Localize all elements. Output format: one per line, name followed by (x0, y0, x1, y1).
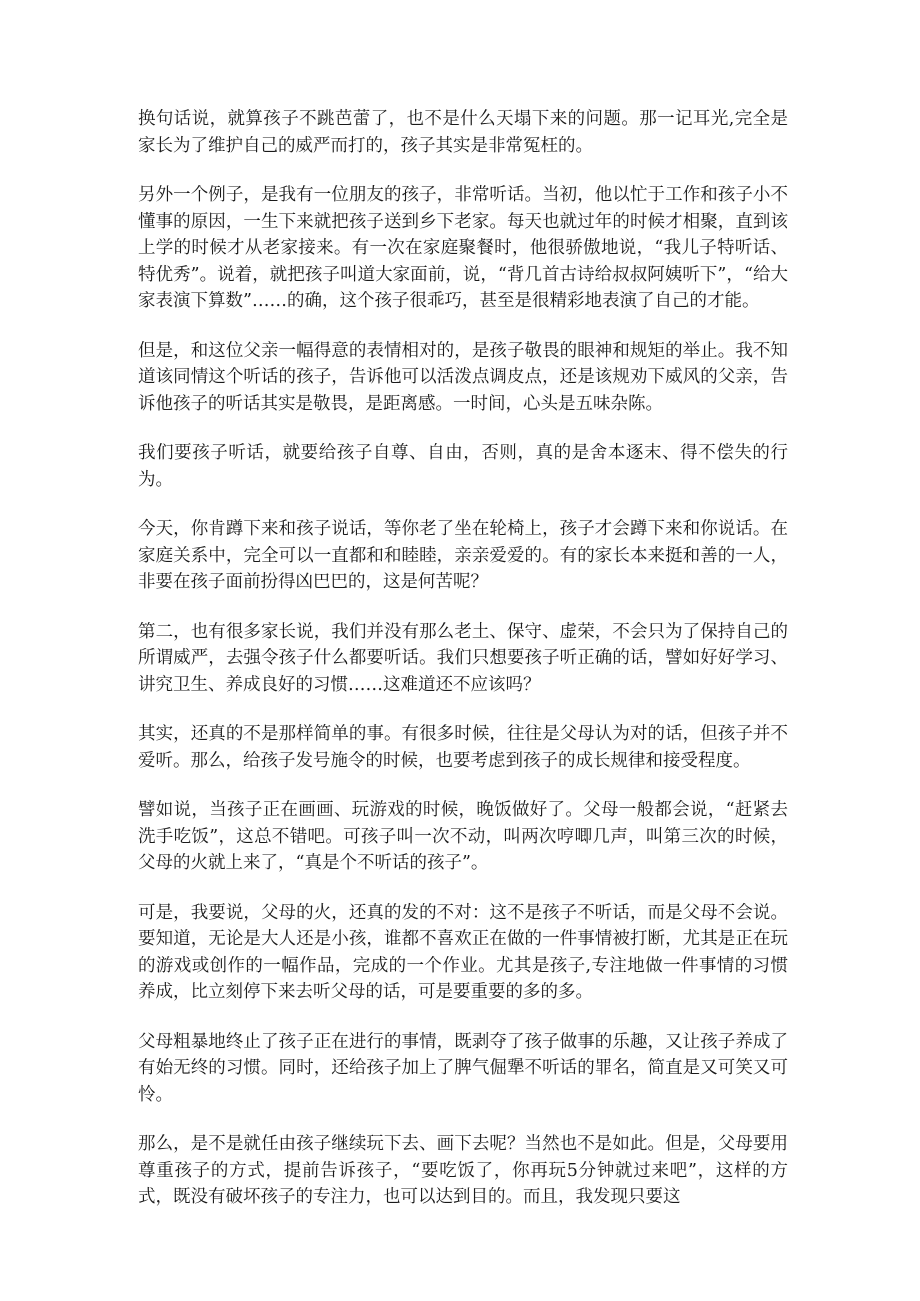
paragraph-2: 另外一个例子，是我有一位朋友的孩子，非常听话。当初，他以忙于工作和孩子小不懂事的原因，一生下来就把孩子送到乡下老家。每天也就过年的时候才相聚，直到该上学的时候才从老家接来。有一次在家庭聚餐时，他很骄傲地说，“我儿子特听话、特优秀”。说着，就把孩子叫道大家面前，说，“背几首古诗给叔叔阿姨听下”，“给大家表演下算数”……的确，这个孩子很乖巧，甚至是很精彩地表演了自己的才能。 (138, 185, 788, 311)
paragraph-6: 第二，也有很多家长说，我们并没有那么老土、保守、虚荣，不会只为了保持自己的所谓威严，去强令孩子什么都要听话。我们只想要孩子听正确的话，譬如好好学习、讲究卫生、养成良好的习惯……这难道还不应该吗？ (138, 621, 788, 695)
paragraph-9: 可是，我要说，父母的火，还真的发的不对：这不是孩子不听话，而是父母不会说。要知道，无论是大人还是小孩，谁都不喜欢正在做的一件事情被打断，尤其是正在玩的游戏或创作的一幅作品，完成的一个作业。尤其是孩子,专注地做一件事情的习惯养成，比立刻停下来去听父母的话，可是要重要的多的多。 (138, 902, 788, 1002)
paragraph-7: 其实，还真的不是那样简单的事。有很多时候，往往是父母认为对的话，但孩子并不爱听。那么，给孩子发号施令的时候，也要考虑到孩子的成长规律和接受程度。 (138, 724, 788, 771)
document-body (138, 106, 788, 1234)
paragraph-3: 但是，和这位父亲一幅得意的表情相对的，是孩子敬畏的眼神和规矩的举止。我不知道该同情这个听话的孩子，告诉他可以活泼点调皮点，还是该规劝下威风的父亲，告诉他孩子的听话其实是敬畏，是距离感。一时间，心头是五味杂陈。 (138, 340, 788, 414)
paragraph-1: 换句话说，就算孩子不跳芭蕾了，也不是什么天塌下来的问题。那一记耳光,完全是家长为了维护自己的威严而打的，孩子其实是非常冤枉的。 (138, 109, 788, 156)
paragraph-11: 那么，是不是就任由孩子继续玩下去、画下去呢？当然也不是如此。但是，父母要用尊重孩子的方式，提前告诉孩子，“要吃饭了，你再玩5分钟就过来吧”，这样的方式，既没有破坏孩子的专注力，也可以达到目的。而且，我发现只要这 (138, 1134, 788, 1207)
paragraph-5: 今天，你肯蹲下来和孩子说话，等你老了坐在轮椅上，孩子才会蹲下来和你说话。在家庭关系中，完全可以一直都和和睦睦，亲亲爱爱的。有的家长本来挺和善的一人，非要在孩子面前扮得凶巴巴的，这是何苦呢？ (138, 519, 788, 592)
paragraph-4: 我们要孩子听话，就要给孩子自尊、自由，否则，真的是舍本逐末、得不偿失的行为。 (138, 443, 788, 490)
paragraph-10: 父母粗暴地终止了孩子正在进行的事情，既剥夺了孩子做事的乐趣，又让孩子养成了有始无终的习惯。同时，还给孩子加上了脾气倔犟不听话的罪名，简直是又可笑又可怜。 (138, 1031, 788, 1105)
paragraph-8: 譬如说，当孩子正在画画、玩游戏的时候，晚饭做好了。父母一般都会说，“赶紧去洗手吃饭”，这总不错吧。可孩子叫一次不动，叫两次哼唧几声，叫第三次的时候，父母的火就上来了，“真是个不听话的孩子”。 (138, 800, 788, 873)
